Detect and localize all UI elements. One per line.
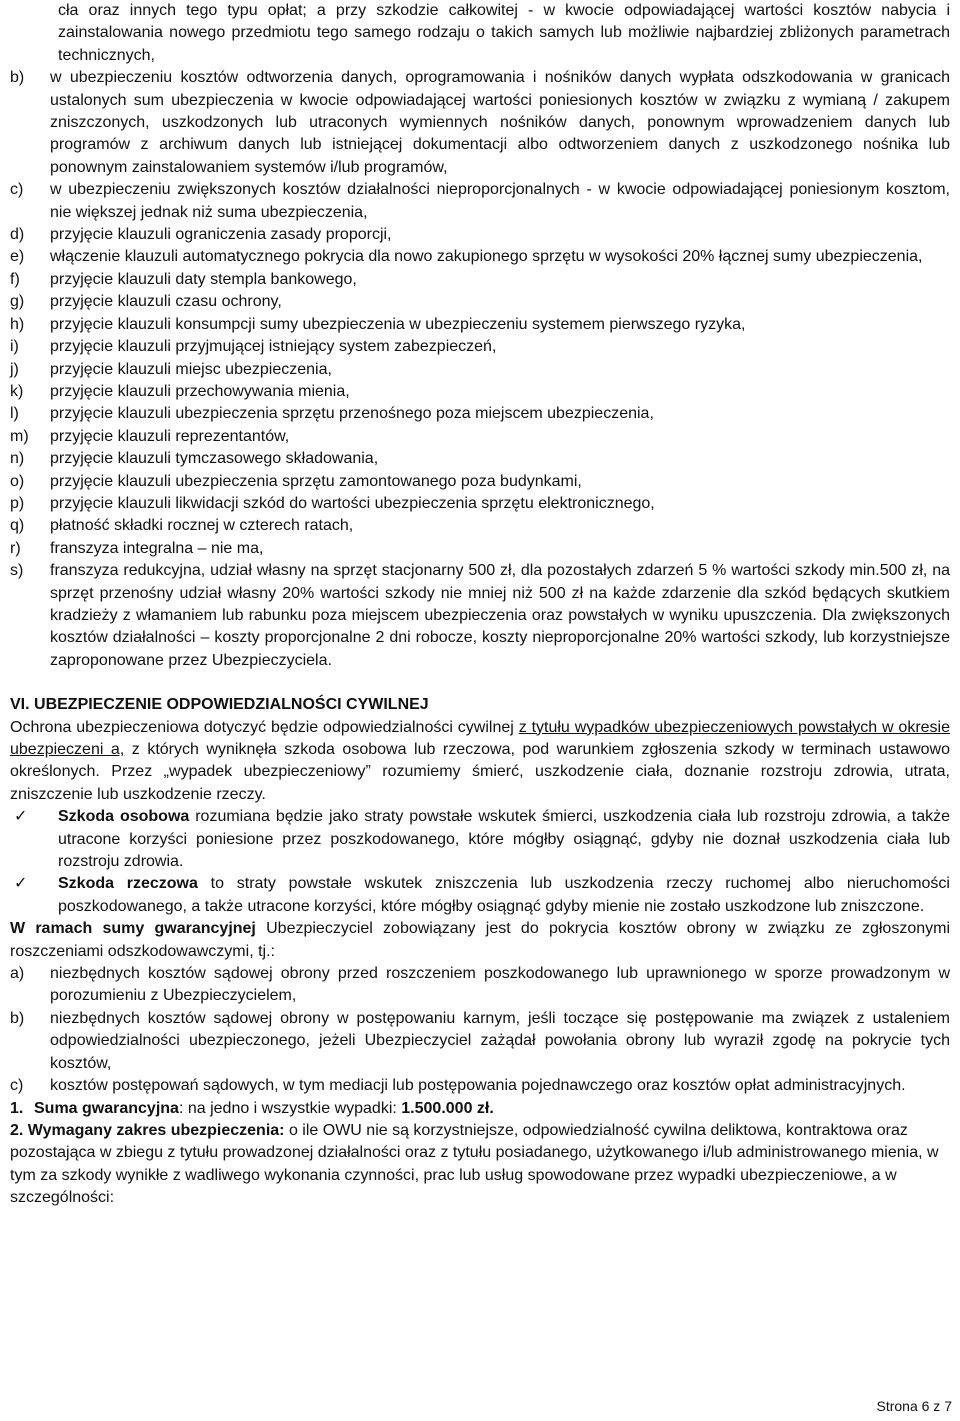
list-item [10, 246, 950, 268]
list-item-text: przyjęcie klauzuli ubezpieczenia sprzętu zamontowanego poza budynkami, [50, 472, 582, 490]
list-item [10, 291, 950, 313]
list-item-text: przyjęcie klauzuli reprezentantów, [50, 427, 290, 445]
list-item-label: f) [10, 270, 20, 288]
list-item-label: m) [10, 427, 29, 445]
list-item [10, 560, 950, 672]
list-item-text: przyjęcie klauzuli ograniczenia zasady proporcji, [50, 226, 392, 244]
list-item-text: franszyza integralna – nie ma, [50, 539, 264, 557]
list-item-label: e) [10, 248, 25, 266]
check-icon: ✓ [14, 875, 28, 893]
list-item [10, 471, 950, 493]
list-item [10, 179, 950, 224]
section-heading: VI. UBEZPIECZENIE ODPOWIEDZIALNOŚCI CYWILNEJ [10, 696, 429, 714]
list-item-text: przyjęcie klauzuli tymczasowego składowania, [50, 450, 379, 468]
list-item-label: k) [10, 382, 24, 400]
list-item-label: b) [10, 1009, 25, 1027]
list-item-label: l) [10, 405, 19, 423]
defense-costs-list [10, 963, 950, 1097]
list-item-text: przyjęcie klauzuli ubezpieczenia sprzętu przenośnego poza miejscem ubezpieczenia, [50, 405, 654, 423]
list-item [10, 403, 950, 425]
list-item-text: niezbędnych kosztów sądowej obrony w postępowaniu karnym, jeśli toczące się postępowanie ma związek z ustaleniem odpowiedzialności ubezpieczonego, jeżeli Ubezpieczyciel zażądał powołania obrony lub wyraził zgodę na pokrycie tych kosztów, [50, 1009, 950, 1072]
list-item [10, 381, 950, 403]
list-item-label: a) [10, 965, 25, 983]
list-item-text: przyjęcie klauzuli konsumpcji sumy ubezpieczenia w ubezpieczeniu systemem pierwszego ryzyka, [50, 315, 746, 333]
list-item-text: w ubezpieczeniu zwiększonych kosztów działalności nieproporcjonalnych - w kwocie odpowiadającej poniesionym kosztom, nie większej jednak niż suma ubezpieczenia, [50, 181, 950, 221]
check-icon: ✓ [14, 808, 28, 826]
list-item-text: przyjęcie klauzuli likwidacji szkód do wartości ubezpieczenia sprzętu elektronicznego, [50, 494, 655, 512]
numbered-item-guarantee-sum: 1. Suma gwarancyjna: na jedno i wszystkie wypadki: 1.500.000 zł. [10, 1099, 494, 1117]
list-item [10, 224, 950, 246]
list-item [10, 538, 950, 560]
insurance-conditions-list [10, 67, 950, 672]
document-page [10, 0, 950, 1210]
list-item [10, 963, 950, 1008]
list-item-label: i) [10, 338, 19, 356]
list-item [10, 1008, 950, 1075]
list-item-label: n) [10, 450, 25, 468]
list-item [10, 336, 950, 358]
list-item-text: franszyza redukcyjna, udział własny na sprzęt stacjonarny 500 zł, dla pozostałych zdarzeń 5 % wartości szkody min.500 zł, na sprzęt przenośny udział własny 20% wartości szkody nie mniej niż 500 zł na każde zdarzenie dla szkód będących skutkiem kradzieży z włamaniem lub rabunku poza miejscem ubezpieczenia oraz powstałych w wyniku upuszczenia. Dla zwiększonych kosztów działalności – koszty proporcjonalne 2 dni robocze, koszty nieproporcjonalne 20% wartości szkody, lub korzystniejsze zaproponowane przez Ubezpieczyciela. [50, 562, 950, 669]
page-number: Strona 6 z 7 [876, 1397, 952, 1414]
list-item [10, 1075, 950, 1097]
list-item-text: przyjęcie klauzuli czasu ochrony, [50, 293, 282, 311]
list-item-label: c) [10, 1077, 24, 1095]
list-item-label: o) [10, 472, 25, 490]
list-item-label: c) [10, 181, 24, 199]
list-item [10, 515, 950, 537]
list-item-label: j) [10, 360, 19, 378]
intro-continuation: cła oraz innych tego typu opłat; a przy szkodzie całkowitej - w kwocie odpowiadającej wartości kosztów nabycia i zainstalowania nowego przedmiotu tego samego rodzaju o takich samych lub możliwie najbardziej zbliżonych parametrach technicznych, [58, 2, 950, 64]
list-item [10, 493, 950, 515]
list-item-label: q) [10, 517, 25, 535]
list-item [10, 448, 950, 470]
list-item [10, 314, 950, 336]
list-item-label: h) [10, 315, 25, 333]
list-item-text: płatność składki rocznej w czterech ratach, [50, 517, 354, 535]
check-item-property-damage: ✓ Szkoda rzeczowa to straty powstałe wskutek zniszczenia lub uszkodzenia rzeczy ruchomej albo nieruchomości poszkodowanego, a także utracone korzyści, które mógłby osiągnąć gdyby mienie nie zostało uszkodzone lub zniszczone. [10, 873, 950, 918]
numbered-item-required-scope: 2. Wymagany zakres ubezpieczenia: o ile OWU nie są korzystniejsze, odpowiedzialność cywilna deliktowa, kontraktowa oraz pozostająca w zbiegu z tytułu prowadzonej działalności oraz z tytułu posiadanego, użytkowanego i/lub administrowanego mienia, w tym za szkody wynikłe z wadliwego wykonania czynności, prac lub usług spowodowane przez wypadki ubezpieczeniowe, a w szczególności: [10, 1121, 939, 1207]
list-item-text: włączenie klauzuli automatycznego pokrycia dla nowo zakupionego sprzętu w wysokości 20% łącznej sumy ubezpieczenia, [50, 248, 923, 266]
list-item-text: przyjęcie klauzuli daty stempla bankowego, [50, 270, 357, 288]
list-item [10, 359, 950, 381]
list-item-label: g) [10, 293, 25, 311]
list-item [10, 67, 950, 179]
list-item-text: w ubezpieczeniu kosztów odtworzenia danych, oprogramowania i nośników danych wypłata odszkodowania w granicach ustalonych sum ubezpieczenia w kwocie odpowiadającej wartości poniesionych kosztów w związku z wymianą / zakupem zniszczonych, uszkodzonych lub utraconych wymiennych nośników danych, ponownym wprowadzeniem danych lub programów z archiwum danych lub istniejącej dokumentacji albo odtworzeniem danych z uszkodzonego nośnika lub ponownym zainstalowaniem systemów i/lub programów, [50, 69, 950, 176]
list-item-text: przyjęcie klauzuli przyjmującej istniejący system zabezpieczeń, [50, 338, 497, 356]
list-item-text: kosztów postępowań sądowych, w tym mediacji lub postępowania pojednawczego oraz kosztów opłat administracyjnych. [50, 1077, 906, 1095]
list-item-text: przyjęcie klauzuli przechowywania mienia, [50, 382, 350, 400]
list-item-label: r) [10, 539, 21, 557]
list-item [10, 269, 950, 291]
list-item [10, 426, 950, 448]
list-item-label: p) [10, 494, 25, 512]
list-item-label: d) [10, 226, 25, 244]
guarantee-sum-paragraph: W ramach sumy gwarancyjnej Ubezpieczyciel zobowiązany jest do pokrycia kosztów obrony w związku ze zgłoszonymi roszczeniami odszkodowawczymi, tj.: [10, 920, 951, 960]
list-item-label: s) [10, 562, 24, 580]
list-item-text: niezbędnych kosztów sądowej obrony przed roszczeniem poszkodowanego lub uprawnionego w sporze prowadzonym w porozumieniu z Ubezpieczycielem, [50, 965, 950, 1005]
underlined-phrase: z tytułu wypadków ubezpieczeniowych powstałych w okresie ubezpieczeni a, [10, 718, 950, 758]
check-item-personal-damage: ✓ Szkoda osobowa rozumiana będzie jako straty powstałe wskutek śmierci, uszkodzenia ciała lub rozstroju zdrowia, a także utracone korzyści poniesione przez poszkodowanego, które mógłby osiągnąć, gdyby nie doznał uszkodzenia ciała lub rozstroju zdrowia. [10, 806, 950, 873]
list-item-label: b) [10, 69, 25, 87]
list-item-text: przyjęcie klauzuli miejsc ubezpieczenia, [50, 360, 332, 378]
liability-intro-paragraph: Ochrona ubezpieczeniowa dotyczyć będzie odpowiedzialności cywilnej z tytułu wypadków ubezpieczeniowych powstałych w okresie ubezpieczeni a, z których wyniknęła szkoda osobowa lub rzeczowa, pod warunkiem zgłoszenia szkody w terminach ustawowo określonych. Przez „wypadek ubezpieczeniowy” rozumiemy śmierć, uszkodzenie ciała, doznanie rozstroju zdrowia, utrata, zniszczenie lub uszkodzenie rzeczy. [10, 718, 951, 803]
